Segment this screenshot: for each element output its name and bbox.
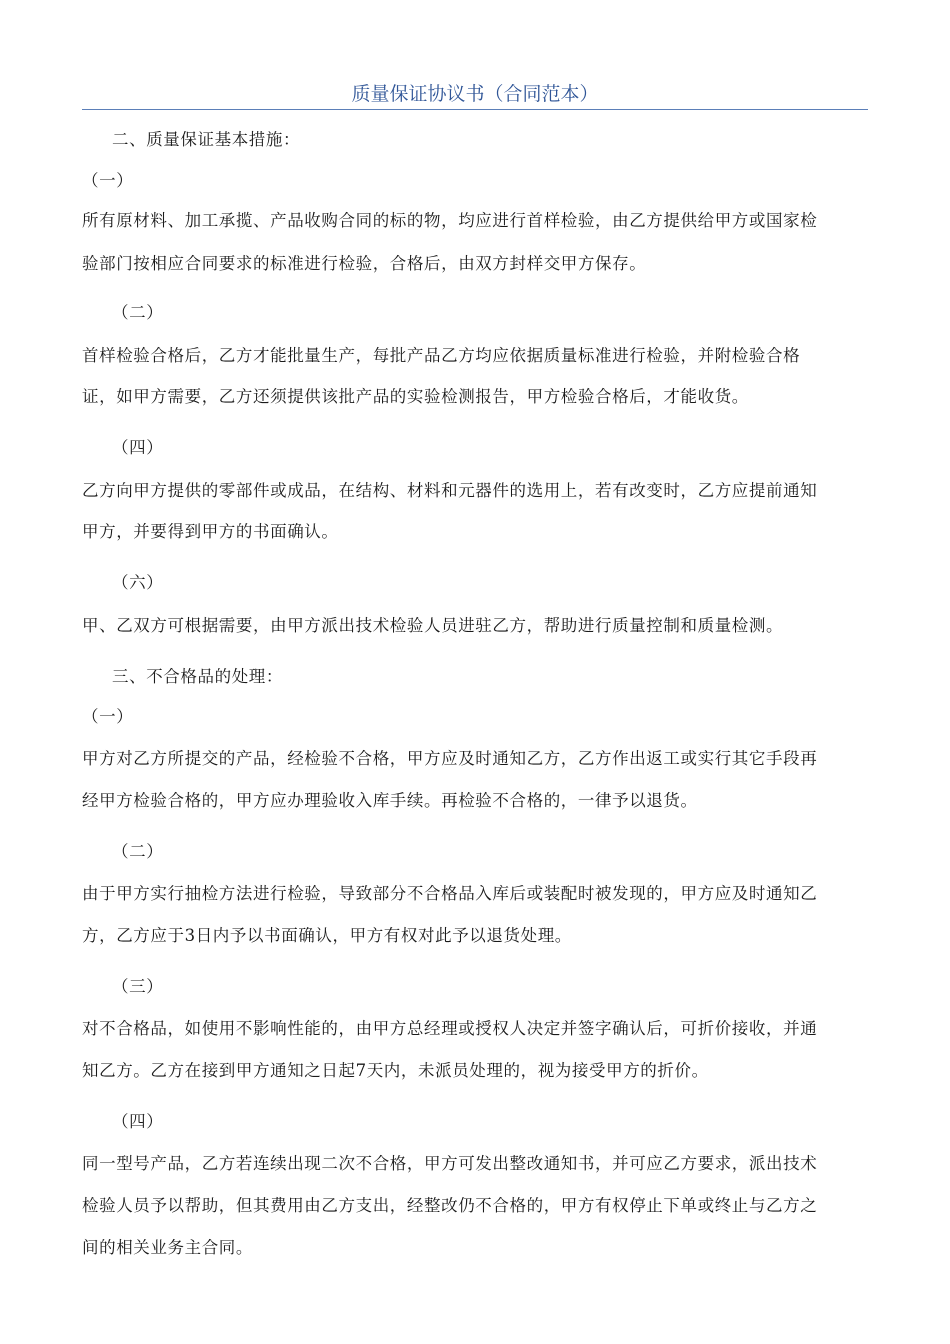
clause-number: （六）	[112, 573, 164, 592]
document-title: 质量保证协议书（合同范本）	[351, 83, 599, 105]
paragraph-line: 检验人员予以帮助，但其费用由乙方支出，经整改仍不合格的，甲方有权停止下单或终止与乙方之	[82, 1196, 818, 1215]
paragraph-line: 验部门按相应合同要求的标准进行检验，合格后，由双方封样交甲方保存。	[82, 254, 647, 273]
paragraph-line: 甲方对乙方所提交的产品，经检验不合格，甲方应及时通知乙方，乙方作出返工或实行其它手段再	[82, 749, 818, 768]
clause-number: （四）	[112, 438, 164, 457]
section-heading: 三、不合格品的处理：	[112, 667, 283, 686]
clause-number: （二）	[112, 303, 164, 322]
paragraph-line: 证，如甲方需要，乙方还须提供该批产品的实验检测报告，甲方检验合格后，才能收货。	[82, 387, 749, 406]
paragraph-line: 由于甲方实行抽检方法进行检验，导致部分不合格品入库后或装配时被发现的，甲方应及时通知乙	[82, 884, 818, 903]
title-underline	[82, 109, 868, 110]
paragraph-line: 乙方向甲方提供的零部件或成品，在结构、材料和元器件的选用上，若有改变时，乙方应提前通知	[82, 481, 818, 500]
paragraph-line: 甲、乙双方可根据需要，由甲方派出技术检验人员进驻乙方，帮助进行质量控制和质量检测。	[82, 616, 784, 635]
paragraph-line: 甲方，并要得到甲方的书面确认。	[82, 522, 339, 541]
section-heading: 二、质量保证基本措施：	[112, 130, 301, 149]
paragraph-line: 所有原材料、加工承揽、产品收购合同的标的物，均应进行首样检验，由乙方提供给甲方或国家检	[82, 211, 818, 230]
paragraph-line: 同一型号产品，乙方若连续出现二次不合格，甲方可发出整改通知书，并可应乙方要求，派出技术	[82, 1154, 818, 1173]
clause-number: （四）	[112, 1112, 164, 1131]
paragraph-line: 经甲方检验合格的，甲方应办理验收入库手续。再检验不合格的，一律予以退货。	[82, 791, 698, 810]
paragraph-line: 对不合格品，如使用不影响性能的，由甲方总经理或授权人决定并签字确认后，可折价接收，并通	[82, 1019, 818, 1038]
paragraph-line: 间的相关业务主合同。	[82, 1238, 253, 1257]
paragraph-line: 首样检验合格后，乙方才能批量生产，每批产品乙方均应依据质量标准进行检验，并附检验合格	[82, 346, 801, 365]
paragraph-line: 方，乙方应于3日内予以书面确认，甲方有权对此予以退货处理。	[82, 926, 572, 945]
paragraph-line: 知乙方。乙方在接到甲方通知之日起7天内，未派员处理的，视为接受甲方的折价。	[82, 1061, 709, 1080]
clause-number: （一）	[82, 707, 134, 726]
clause-number: （一）	[82, 171, 134, 190]
clause-number: （三）	[112, 977, 164, 996]
clause-number: （二）	[112, 842, 164, 861]
